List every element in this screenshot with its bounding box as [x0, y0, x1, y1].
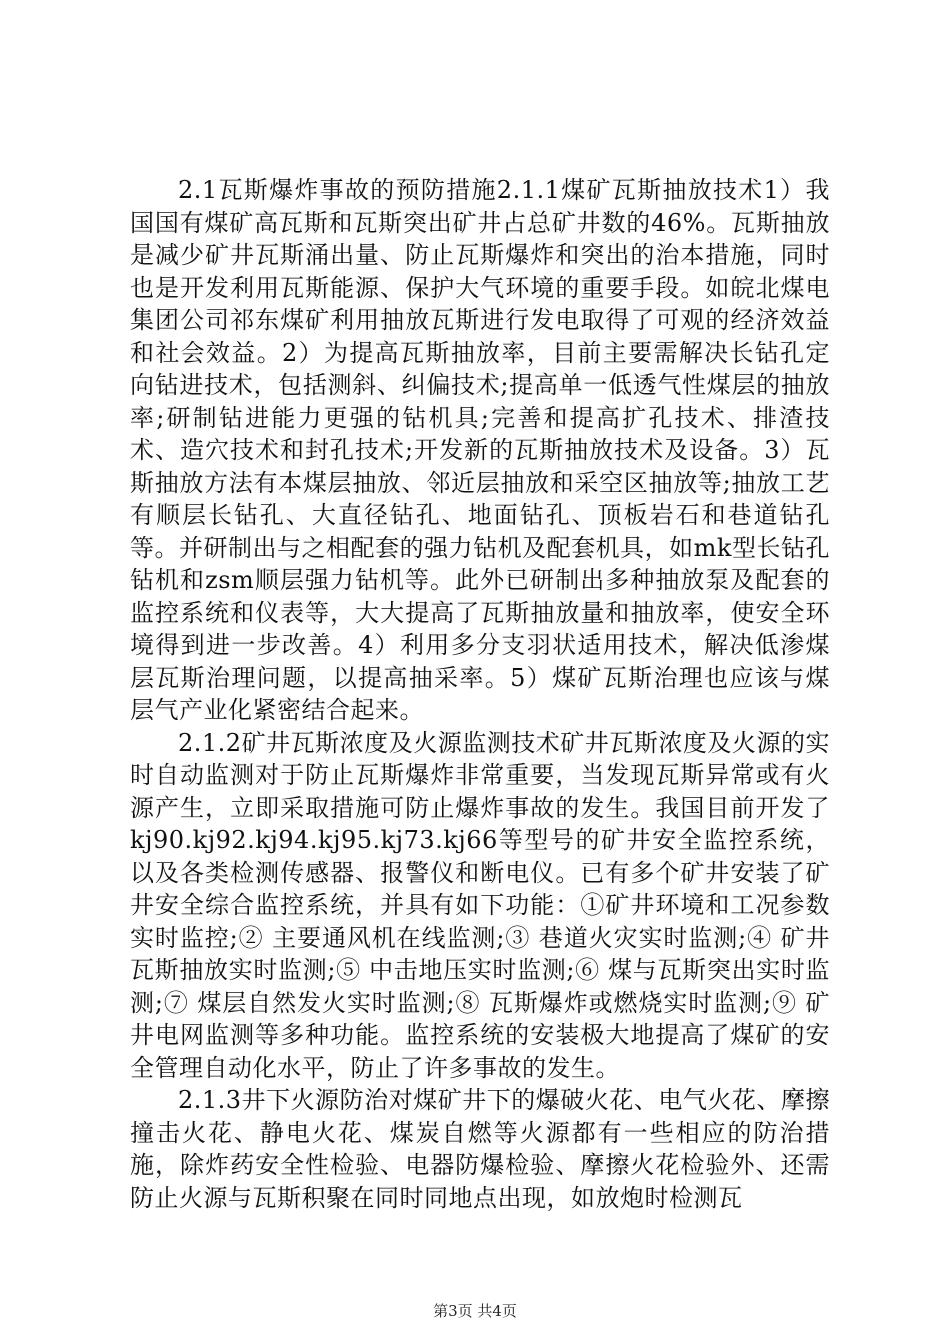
document-body: [130, 174, 830, 1214]
paragraph-fire-prevention: 2.1.3井下火源防治对煤矿井下的爆破火花、电气火花、摩擦撞击火花、静电火花、煤炭自燃等火源都有一些相应的防治措施，除炸药安全性检验、电器防爆检验、摩擦火花检验外、还需防止火源与瓦斯积聚在同时同地点出现，如放炮时检测瓦: [130, 1086, 830, 1212]
paragraph-gas-drainage: 2.1瓦斯爆炸事故的预防措施2.1.1煤矿瓦斯抽放技术1）我国国有煤矿高瓦斯和瓦斯突出矿井占总矿井数的46%。瓦斯抽放是减少矿井瓦斯涌出量、防止瓦斯爆炸和突出的治本措施，同时也是开发利用瓦斯能源、保护大气环境的重要手段。如皖北煤电集团公司祁东煤矿利用抽放瓦斯进行发电取得了可观的经济效益和社会效益。2）为提高瓦斯抽放率，目前主要需解决长钻孔定向钻进技术，包括测斜、纠偏技术;提高单一低透气性煤层的抽放率;研制钻进能力更强的钻机具;完善和提高扩孔技术、排渣技术、造穴技术和封孔技术;开发新的瓦斯抽放技术及设备。3）瓦斯抽放方法有本煤层抽放、邻近层抽放和采空区抽放等;抽放工艺有顺层长钻孔、大直径钻孔、地面钻孔、顶板岩石和巷道钻孔等。并研制出与之相配套的强力钻机及配套机具，如mk型长钻孔钻机和zsm顺层强力钻机等。此外已研制出多种抽放泵及配套的监控系统和仪表等，大大提高了瓦斯抽放量和抽放率，使安全环境得到进一步改善。4）利用多分支羽状适用技术，解决低渗煤层瓦斯治理问题，以提高抽采率。5）煤矿瓦斯治理也应该与煤层气产业化紧密结合起来。: [130, 176, 830, 724]
page-footer: 第3页 共4页: [433, 1302, 517, 1320]
paragraph-gas-monitoring: 2.1.2矿井瓦斯浓度及火源监测技术矿井瓦斯浓度及火源的实时自动监测对于防止瓦斯爆炸非常重要，当发现瓦斯异常或有火源产生，立即采取措施可防止爆炸事故的发生。我国目前开发了kj90.kj92.kj94.kj95.kj73.kj66等型号的矿井安全监控系统，以及各类检测传感器、报警仪和断电仪。已有多个矿井安装了矿井安全综合监控系统，并具有如下功能：①矿井环境和工况参数实时监控;② 主要通风机在线监测;③ 巷道火灾实时监测;④ 矿井瓦斯抽放实时监测;⑤ 中击地压实时监测;⑥ 煤与瓦斯突出实时监测;⑦ 煤层自然发火实时监测;⑧ 瓦斯爆炸或燃烧实时监测;⑨ 矿井电网监测等多种功能。监控系统的安装极大地提高了煤矿的安全管理自动化水平，防止了许多事故的发生。: [130, 728, 830, 1082]
